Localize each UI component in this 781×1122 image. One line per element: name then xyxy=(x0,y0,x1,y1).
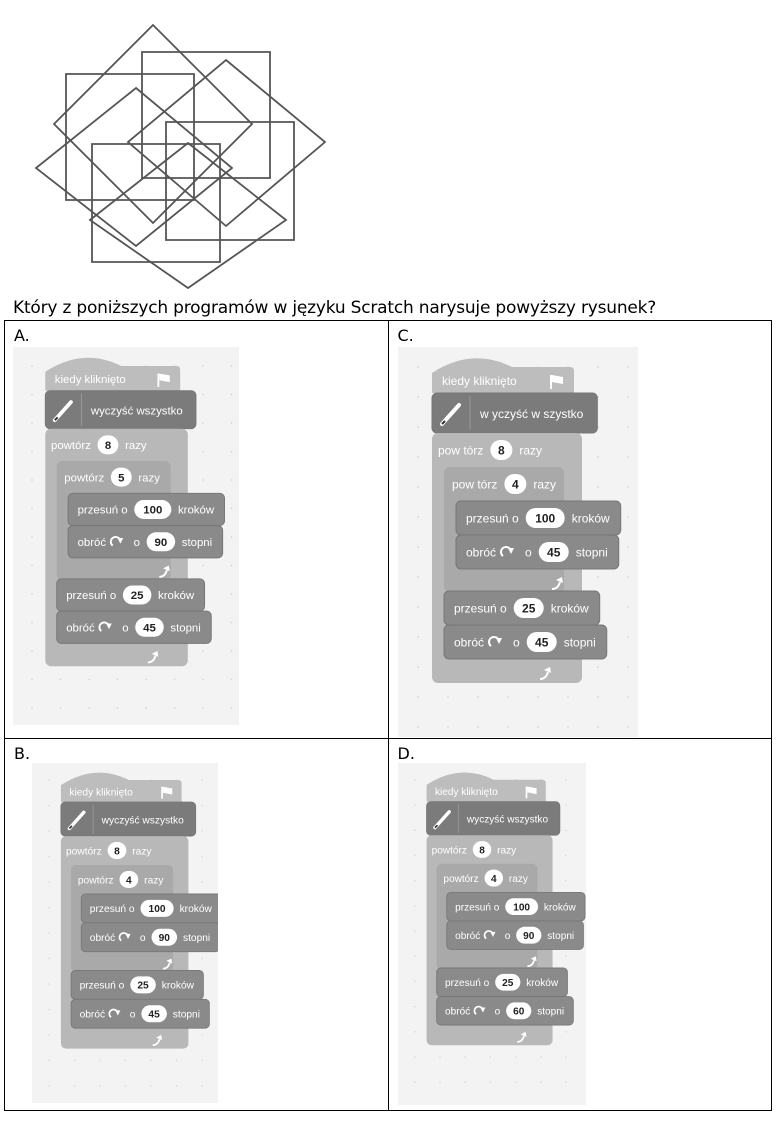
steps-label: kroków xyxy=(571,511,610,526)
option-cell-a xyxy=(5,321,389,739)
question-text: Który z poniższych programów w języku Scratch narysuje powyższy rysunek? xyxy=(13,298,657,318)
option-label: D. xyxy=(397,744,415,763)
svg-text:100: 100 xyxy=(148,904,166,916)
pen-clear-block[interactable] xyxy=(61,802,196,836)
inner-turn-block[interactable] xyxy=(68,526,223,558)
pen-clear-block[interactable] xyxy=(426,802,559,836)
by-label: o xyxy=(512,635,520,650)
move-label: przesuń o xyxy=(453,601,507,616)
move-label: przesuń o xyxy=(66,590,117,603)
steps-label: kroków xyxy=(161,980,195,992)
svg-text:25: 25 xyxy=(137,980,149,992)
outer-turn-block[interactable] xyxy=(444,625,607,659)
svg-text:4: 4 xyxy=(126,875,132,887)
times-label: razy xyxy=(518,443,542,458)
repeat-label: pow tórz xyxy=(437,443,483,458)
svg-text:25: 25 xyxy=(521,601,535,616)
outer-turn-block[interactable] xyxy=(436,997,573,1026)
outer-move-block[interactable] xyxy=(436,968,567,997)
option-cell-d xyxy=(388,739,772,1111)
event-label: kiedy kliknięto xyxy=(434,786,498,798)
svg-text:90: 90 xyxy=(522,930,534,942)
steps-label: kroków xyxy=(158,590,195,603)
svg-text:45: 45 xyxy=(143,622,156,635)
svg-text:5: 5 xyxy=(118,472,125,485)
scratch-script xyxy=(398,347,638,737)
by-label: o xyxy=(122,622,129,635)
by-label: o xyxy=(139,933,146,945)
times-label: razy xyxy=(125,440,147,453)
degrees-input[interactable] xyxy=(526,632,556,652)
by-label: o xyxy=(133,537,140,550)
steps-input[interactable] xyxy=(141,900,174,917)
svg-text:8: 8 xyxy=(104,440,112,453)
degrees-input[interactable] xyxy=(506,1002,531,1019)
squares-figure xyxy=(0,0,340,290)
pen-clear-block[interactable] xyxy=(432,393,597,433)
option-cell-c xyxy=(388,321,772,739)
times-label: razy xyxy=(532,477,556,492)
repeat-label: powtórz xyxy=(66,846,102,858)
outer-turn-block[interactable] xyxy=(71,999,209,1028)
repeat-label: powtórz xyxy=(431,845,467,857)
svg-text:4: 4 xyxy=(511,477,519,492)
clear-label: wyczyść wszystko xyxy=(90,405,183,418)
inner-turn-block[interactable] xyxy=(446,921,583,950)
outer-turn-block[interactable] xyxy=(57,611,212,643)
turn-label: obróć xyxy=(79,1009,106,1021)
scratch-workspace xyxy=(398,763,586,1105)
repeat-count-input[interactable] xyxy=(490,440,512,460)
times-label: razy xyxy=(496,845,516,857)
degrees-label: stopni xyxy=(536,1006,564,1018)
inner-move-block[interactable] xyxy=(68,493,224,525)
clear-label: wyczyść wszystko xyxy=(466,814,548,826)
steps-label: kroków xyxy=(525,978,558,990)
outer-move-block[interactable] xyxy=(57,579,205,611)
move-label: przesuń o xyxy=(465,511,519,526)
figure-square-6 xyxy=(128,60,325,226)
clear-label: w yczyść w szystko xyxy=(479,407,583,421)
steps-input[interactable] xyxy=(505,898,538,915)
option-cell-b xyxy=(5,739,389,1111)
turn-label: obróć xyxy=(444,1006,470,1018)
degrees-label: stopni xyxy=(546,930,574,942)
degrees-input[interactable] xyxy=(538,542,568,562)
turn-label: obróć xyxy=(465,545,496,560)
steps-input[interactable] xyxy=(513,598,543,618)
svg-text:100: 100 xyxy=(512,902,530,914)
svg-text:90: 90 xyxy=(154,537,168,550)
clear-label: wyczyść wszystko xyxy=(101,815,184,827)
inner-move-block[interactable] xyxy=(456,501,621,535)
option-label: C. xyxy=(397,326,414,345)
outer-move-block[interactable] xyxy=(444,591,600,625)
when-flag-clicked-hat[interactable] xyxy=(432,358,574,393)
figure-square-5 xyxy=(54,25,252,223)
svg-text:8: 8 xyxy=(478,845,485,857)
steps-input[interactable] xyxy=(123,585,151,604)
times-label: razy xyxy=(138,472,160,485)
turn-label: obróć xyxy=(89,933,116,945)
inner-turn-block[interactable] xyxy=(81,923,218,952)
degrees-label: stopni xyxy=(183,933,211,945)
degrees-label: stopni xyxy=(575,545,608,560)
repeat-count-input[interactable] xyxy=(484,870,502,887)
degrees-label: stopni xyxy=(181,537,213,550)
scratch-workspace xyxy=(398,347,638,737)
event-label: kiedy kliknięto xyxy=(441,374,517,388)
turn-label: obróć xyxy=(66,622,95,635)
degrees-input[interactable] xyxy=(152,929,178,946)
svg-text:25: 25 xyxy=(130,590,144,603)
event-label: kiedy kliknięto xyxy=(54,374,126,387)
scratch-workspace xyxy=(32,763,218,1103)
option-label: A. xyxy=(14,326,30,345)
turn-label: obróć xyxy=(77,537,107,550)
by-label: o xyxy=(504,930,510,942)
inner-move-block[interactable] xyxy=(446,892,584,921)
event-label: kiedy kliknięto xyxy=(69,787,133,799)
move-label: przesuń o xyxy=(79,980,125,992)
svg-text:90: 90 xyxy=(158,933,170,945)
svg-text:8: 8 xyxy=(114,846,120,858)
figure-square-7 xyxy=(90,143,286,288)
move-label: przesuń o xyxy=(89,904,135,916)
degrees-input[interactable] xyxy=(516,927,541,944)
answer-grid xyxy=(4,320,772,1111)
steps-input[interactable] xyxy=(134,500,171,519)
steps-label: kroków xyxy=(177,504,215,517)
svg-text:100: 100 xyxy=(143,504,163,517)
turn-label: obróć xyxy=(453,635,484,650)
inner-turn-block[interactable] xyxy=(456,535,619,569)
degrees-label: stopni xyxy=(172,1009,200,1021)
repeat-label: powtórz xyxy=(77,875,114,887)
move-label: przesuń o xyxy=(454,902,499,914)
svg-text:8: 8 xyxy=(497,443,505,458)
repeat-count-input[interactable] xyxy=(111,468,132,487)
by-label: o xyxy=(494,1006,500,1018)
times-label: razy xyxy=(144,875,164,887)
times-label: razy xyxy=(132,846,152,858)
when-flag-clicked-hat[interactable] xyxy=(426,772,545,801)
svg-text:45: 45 xyxy=(148,1009,160,1021)
pen-clear-block[interactable] xyxy=(45,391,196,429)
repeat-label: pow tórz xyxy=(451,477,497,492)
outer-move-block[interactable] xyxy=(71,970,203,999)
degrees-input[interactable] xyxy=(141,1005,167,1022)
scratch-script xyxy=(398,763,586,1105)
repeat-count-input[interactable] xyxy=(472,841,490,858)
svg-text:60: 60 xyxy=(512,1006,524,1018)
svg-text:45: 45 xyxy=(534,635,548,650)
svg-text:4: 4 xyxy=(490,873,497,885)
times-label: razy xyxy=(508,873,528,885)
repeat-count-input[interactable] xyxy=(120,871,139,888)
inner-move-block[interactable] xyxy=(81,894,218,923)
move-label: przesuń o xyxy=(77,504,128,517)
svg-text:25: 25 xyxy=(501,978,513,990)
option-label: B. xyxy=(14,744,31,763)
scratch-script xyxy=(32,763,218,1103)
by-label: o xyxy=(524,545,532,560)
by-label: o xyxy=(129,1009,136,1021)
repeat-count-input[interactable] xyxy=(504,474,526,494)
steps-input[interactable] xyxy=(130,976,156,993)
move-label: przesuń o xyxy=(444,978,489,990)
when-flag-clicked-hat[interactable] xyxy=(61,773,182,802)
repeat-count-input[interactable] xyxy=(108,842,127,859)
steps-input[interactable] xyxy=(525,508,564,528)
steps-input[interactable] xyxy=(495,974,520,991)
scratch-workspace xyxy=(13,347,239,725)
steps-label: kroków xyxy=(550,601,589,616)
svg-text:45: 45 xyxy=(546,545,560,560)
degrees-input[interactable] xyxy=(135,618,164,637)
repeat-label: powtórz xyxy=(51,440,91,453)
repeat-count-input[interactable] xyxy=(98,435,119,454)
svg-text:100: 100 xyxy=(534,511,555,526)
repeat-label: powtórz xyxy=(442,873,479,885)
degrees-label: stopni xyxy=(563,635,596,650)
scratch-script xyxy=(13,347,239,725)
repeat-label: powtórz xyxy=(64,472,105,485)
when-flag-clicked-hat[interactable] xyxy=(45,358,180,391)
steps-label: kroków xyxy=(543,902,576,914)
steps-label: kroków xyxy=(179,904,212,916)
degrees-input[interactable] xyxy=(147,532,176,551)
degrees-label: stopni xyxy=(170,622,201,635)
turn-label: obróć xyxy=(454,930,480,942)
